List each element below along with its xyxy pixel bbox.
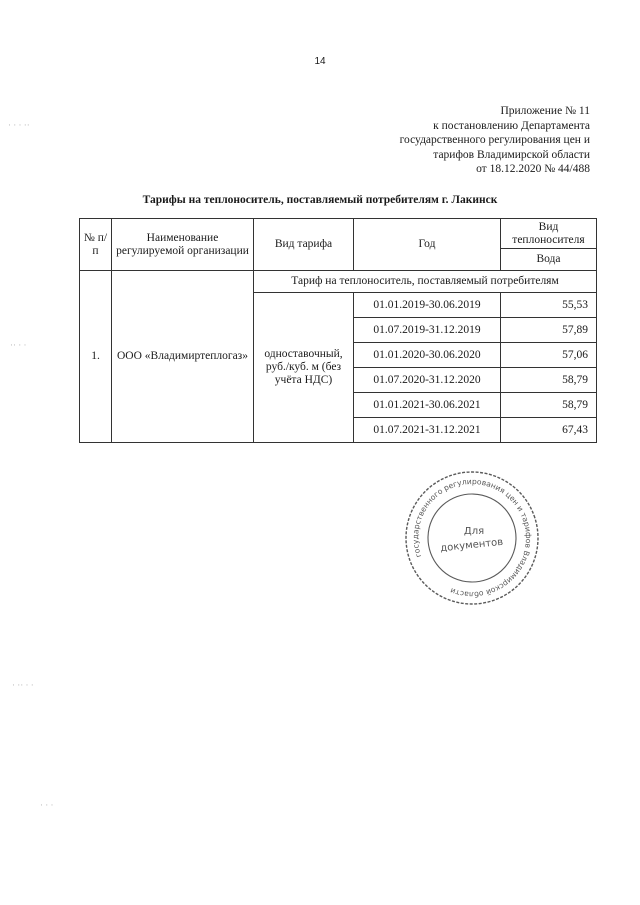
table-row (80, 271, 597, 293)
stamp-center-line: документов (439, 536, 504, 555)
cell-section-title: Тариф на теплоноситель, поставляемый потребителям (254, 271, 597, 293)
cell-period: 01.07.2021-31.12.2021 (354, 418, 501, 443)
tariff-table (79, 218, 597, 443)
stamp-seal (402, 468, 542, 608)
appendix-line: к постановлению Департамента (433, 119, 590, 132)
appendix-line: от 18.12.2020 № 44/488 (476, 163, 590, 175)
cell-value: 55,53 (501, 293, 597, 318)
cell-value: 57,06 (501, 343, 597, 368)
table-header-row (80, 219, 597, 249)
cell-organization: ООО «Владимиртеплогаз» (112, 271, 254, 443)
cell-period: 01.01.2021-30.06.2021 (354, 393, 501, 418)
appendix-block (400, 104, 590, 177)
appendix-line: Приложение № 11 (500, 105, 590, 117)
cell-period: 01.07.2020-31.12.2020 (354, 368, 501, 393)
appendix-line: тарифов Владимирской области (433, 148, 590, 161)
cell-value: 58,79 (501, 393, 597, 418)
header-tariff-type: Вид тарифа (254, 219, 354, 271)
page-number: 14 (314, 56, 326, 67)
scan-artifact: · · · ·· (8, 120, 30, 130)
stamp-ring-text: государственного регулирования цен и тарифов Владимирской области (410, 476, 534, 600)
header-year: Год (354, 219, 501, 271)
header-organization: Наименование регулируемой организации (112, 219, 254, 271)
cell-period: 01.07.2019-31.12.2019 (354, 318, 501, 343)
cell-value: 58,79 (501, 368, 597, 393)
cell-tariff-type: одноставочный, руб./куб. м (без учёта НДС) (254, 293, 354, 443)
cell-value: 57,89 (501, 318, 597, 343)
cell-period: 01.01.2019-30.06.2019 (354, 293, 501, 318)
cell-value: 67,43 (501, 418, 597, 443)
cell-num: 1. (80, 271, 112, 443)
header-carrier: Вид теплоносителя (501, 219, 597, 249)
appendix-line: государственного регулирования цен и (399, 134, 590, 146)
header-num: № п/п (80, 219, 112, 271)
scan-artifact: ·· · · (10, 340, 27, 350)
scan-artifact: · ·· · · (12, 680, 34, 690)
stamp-center-line: Для (463, 526, 485, 537)
cell-period: 01.01.2020-30.06.2020 (354, 343, 501, 368)
scan-artifact: · · · (40, 800, 54, 810)
document-title: Тарифы на теплоноситель, поставляемый потребителям г. Лакинск (142, 194, 498, 206)
header-water: Вода (501, 249, 597, 271)
